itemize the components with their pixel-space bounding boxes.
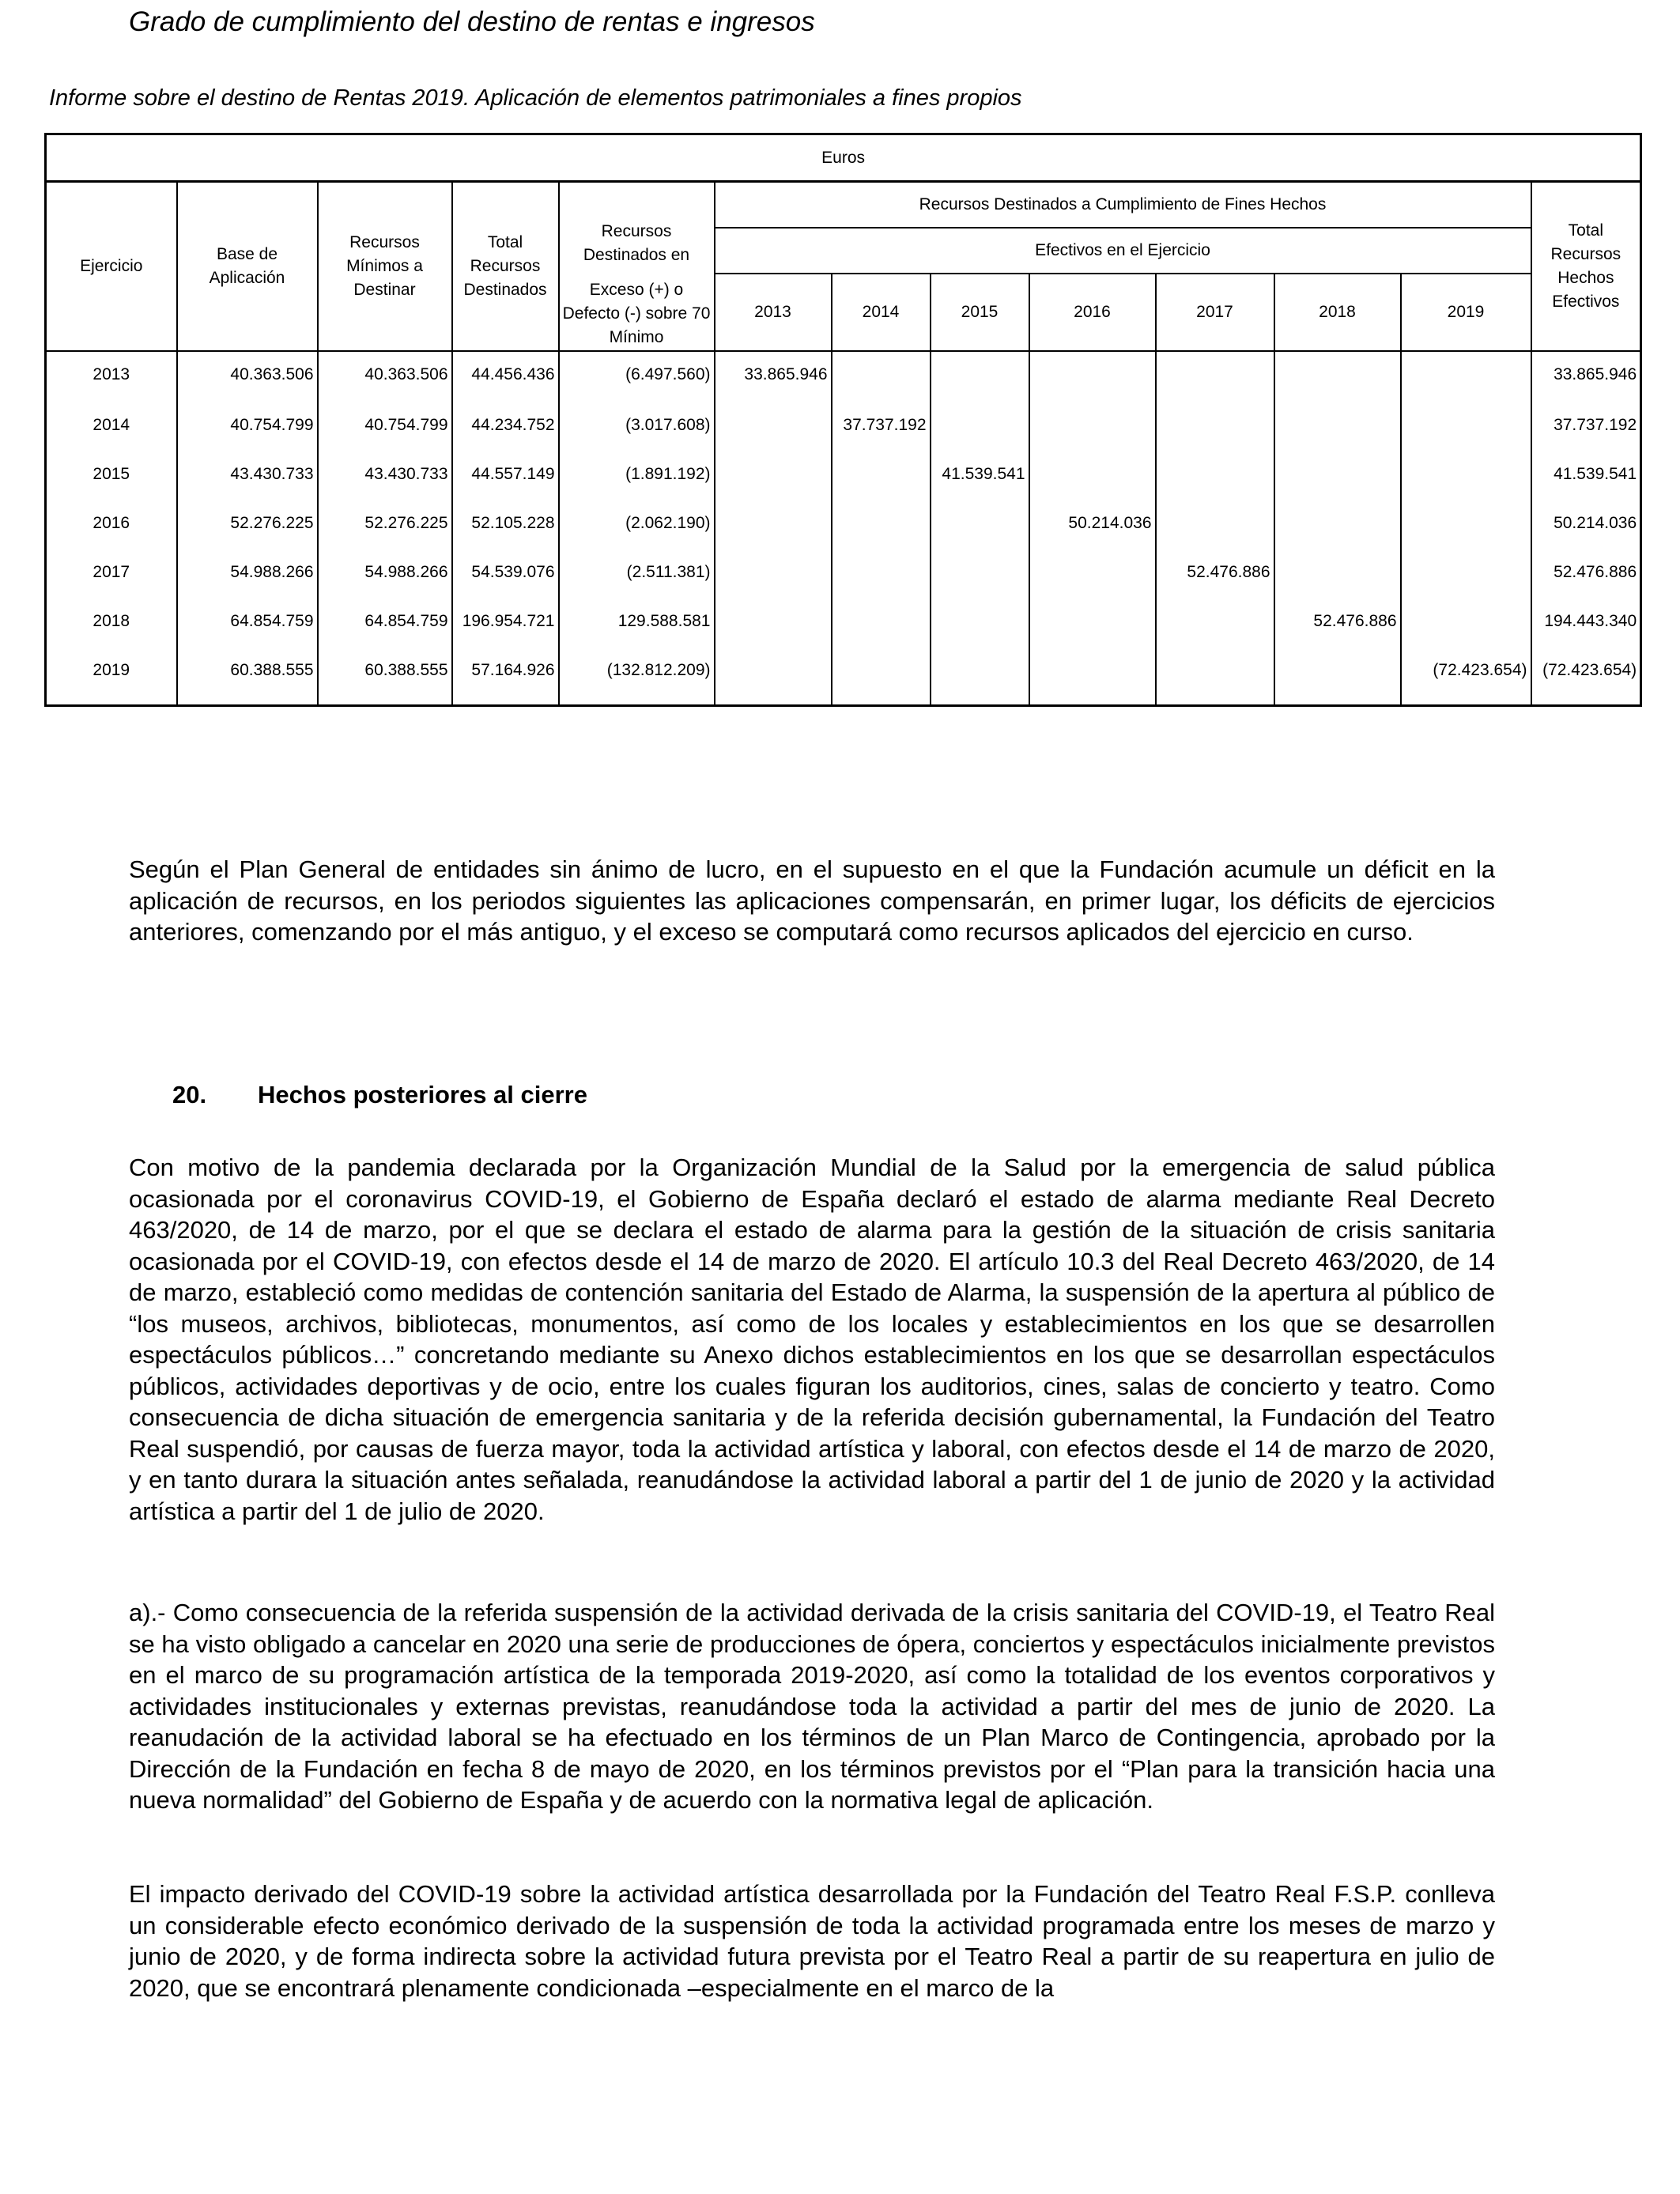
cell-base: 60.388.555 [177,659,318,706]
cell-y2018: 52.476.886 [1274,610,1401,659]
cell-y2014 [832,512,931,561]
cell-y2013 [715,561,832,610]
cell-total: 52.105.228 [452,512,559,561]
cell-base: 40.363.506 [177,351,318,413]
cell-y2016 [1029,463,1156,512]
cell-exceso: (132.812.209) [559,659,715,706]
col-year-2019: 2019 [1401,274,1531,351]
cell-y2015 [931,413,1029,463]
rentas-table [44,133,1642,707]
cell-y2016 [1029,610,1156,659]
section-title-text: Hechos posteriores al cierre [258,1081,587,1108]
cell-exceso: (2.511.381) [559,561,715,610]
paragraph-a [129,1597,1495,1816]
cell-y2016 [1029,413,1156,463]
cell-y2018 [1274,413,1401,463]
col-total-efectivos: Total Recursos Hechos Efectivos [1531,182,1641,351]
cell-minimos: 43.430.733 [318,463,452,512]
cell-y2013 [715,413,832,463]
cell-y2018 [1274,351,1401,413]
cell-base: 43.430.733 [177,463,318,512]
cell-y2018 [1274,463,1401,512]
cell-y2014 [832,659,931,706]
currency-header: Euros [46,134,1641,182]
col-recursos-destinados-en: Recursos Destinados en [559,182,715,274]
table-row [46,659,1641,706]
cell-total_efectivos: 194.443.340 [1531,610,1641,659]
col-exceso: Exceso (+) o Defecto (-) sobre 70 Mínimo [559,274,715,351]
cell-y2014 [832,463,931,512]
table-row [46,463,1641,512]
table-row [46,351,1641,413]
paragraph-covid [129,1152,1495,1527]
cell-minimos: 52.276.225 [318,512,452,561]
cell-y2015 [931,351,1029,413]
col-minimos: Recursos Mínimos a Destinar [318,182,452,351]
cell-y2017: 52.476.886 [1156,561,1274,610]
cell-y2014: 37.737.192 [832,413,931,463]
cell-total: 57.164.926 [452,659,559,706]
cell-y2018 [1274,512,1401,561]
col-total-destinados: Total Recursos Destinados [452,182,559,351]
cell-y2016 [1029,561,1156,610]
cell-y2019: (72.423.654) [1401,659,1531,706]
paragraph-covid-text: Con motivo de la pandemia declarada por la Organización Mundial de la Salud por la emergencia de salud pública ocasionada por el coronavirus COVID-19, el Gobierno de España declaró el estado de alarma mediante Real Decreto 463/2020, de 14 de marzo, por el que se declara el estado de alarma para la gestión de la situación de crisis sanitaria ocasionada por el COVID-19, con efectos desde el 14 de marzo de 2020. El artículo 10.3 del Real Decreto 463/2020, de 14 de marzo, estableció como medidas de contención sanitaria del Estado de Alarma, la suspensión de la apertura al público de “los museos, archivos, bibliotecas, monumentos, así como de los locales y establecimientos en los que se desarrollen espectáculos públicos…” concretando mediante su Anexo dichos establecimientos en los que se desarrollan espectáculos públicos, actividades deportivas y de ocio, entre los cuales figuran los auditorios, cines, salas de concierto y teatro. Como consecuencia de dicha situación de emergencia sanitaria y de la referida decisión gubernamental, la Fundación del Teatro Real suspendió, por causas de fuerza mayor, toda la actividad artística y laboral, con efectos desde el 14 de marzo de 2020, y en tanto durara la situación antes señalada, reanudándose la actividad laboral a partir del 1 de junio de 2020 y la actividad artística a partir del 1 de julio de 2020. [129,1154,1495,1525]
col-base: Base de Aplicación [177,182,318,351]
cell-exceso: (1.891.192) [559,463,715,512]
cell-y2018 [1274,561,1401,610]
table-subtitle: Informe sobre el destino de Rentas 2019. Aplicación de elementos patrimoniales a fines propios [49,85,1022,111]
cell-y2015: 41.539.541 [931,463,1029,512]
cell-ejercicio: 2018 [46,610,177,659]
cell-total_efectivos: 52.476.886 [1531,561,1641,610]
cell-y2015 [931,610,1029,659]
paragraph-plan-general [129,854,1495,948]
cell-y2019 [1401,413,1531,463]
table-row [46,512,1641,561]
cell-y2015 [931,512,1029,561]
cell-base: 54.988.266 [177,561,318,610]
section-number: 20. [172,1081,207,1108]
cell-y2013 [715,463,832,512]
col-ejercicio: Ejercicio [46,182,177,351]
cell-y2017 [1156,463,1274,512]
col-year-2013: 2013 [715,274,832,351]
cell-y2015 [931,659,1029,706]
cell-y2019 [1401,512,1531,561]
cell-y2017 [1156,512,1274,561]
cell-total: 196.954.721 [452,610,559,659]
cell-ejercicio: 2017 [46,561,177,610]
table-row [46,561,1641,610]
cell-ejercicio: 2013 [46,351,177,413]
cell-total: 44.557.149 [452,463,559,512]
cell-minimos: 60.388.555 [318,659,452,706]
cell-y2017 [1156,659,1274,706]
paragraph-impact [129,1879,1495,2003]
cell-ejercicio: 2019 [46,659,177,706]
col-year-2018: 2018 [1274,274,1401,351]
paragraph-a-text: a).- Como consecuencia de la referida suspensión de la actividad derivada de la crisis sanitaria del COVID-19, el Teatro Real se ha visto obligado a cancelar en 2020 una serie de producciones de ópera, conciertos y espectáculos inicialmente previstos en el marco de su programación artística de la temporada 2019-2020, así como la totalidad de los eventos corporativos y actividades institucionales y externas previstas, reanudándose toda la actividad a partir del mes de junio de 2020. La reanudación de la actividad laboral se ha efectuado en los términos de un Plan Marco de Contingencia, aprobado por la Dirección de la Fundación en fecha 8 de mayo de 2020, en los términos previstos por el “Plan para la transición hacia una nueva normalidad” del Gobierno de España y de acuerdo con la normativa legal de aplicación. [129,1599,1495,1814]
cell-y2017 [1156,351,1274,413]
cell-total: 44.456.436 [452,351,559,413]
cell-y2013 [715,512,832,561]
cell-y2016 [1029,351,1156,413]
page-heading: Grado de cumplimiento del destino de rentas e ingresos [129,6,815,37]
cell-total_efectivos: 50.214.036 [1531,512,1641,561]
col-year-2017: 2017 [1156,274,1274,351]
paragraph-impact-text: El impacto derivado del COVID-19 sobre la actividad artística desarrollada por la Fundación del Teatro Real F.S.P. conlleva un considerable efecto económico derivado de la suspensión de toda la actividad programada entre los meses de marzo y junio de 2020, y de forma indirecta sobre la actividad futura prevista por el Teatro Real a partir de su reapertura en julio de 2020, que se encontrará plenamente condicionada –especialmente en el marco de la [129,1880,1495,2002]
col-year-2014: 2014 [832,274,931,351]
cell-y2019 [1401,351,1531,413]
cell-y2019 [1401,610,1531,659]
cell-ejercicio: 2016 [46,512,177,561]
col-year-2016: 2016 [1029,274,1156,351]
cell-minimos: 40.754.799 [318,413,452,463]
cell-base: 64.854.759 [177,610,318,659]
cell-y2016 [1029,659,1156,706]
cell-exceso: (2.062.190) [559,512,715,561]
cell-y2013 [715,610,832,659]
cell-minimos: 64.854.759 [318,610,452,659]
cell-y2019 [1401,561,1531,610]
cell-ejercicio: 2014 [46,413,177,463]
cell-base: 40.754.799 [177,413,318,463]
cell-y2014 [832,351,931,413]
cell-minimos: 54.988.266 [318,561,452,610]
cell-y2014 [832,610,931,659]
col-efectivos: Efectivos en el Ejercicio [715,228,1531,274]
cell-y2015 [931,561,1029,610]
cell-exceso: (3.017.608) [559,413,715,463]
cell-ejercicio: 2015 [46,463,177,512]
cell-y2013 [715,659,832,706]
cell-total: 44.234.752 [452,413,559,463]
cell-y2019 [1401,463,1531,512]
cell-exceso: (6.497.560) [559,351,715,413]
cell-minimos: 40.363.506 [318,351,452,413]
col-year-2015: 2015 [931,274,1029,351]
col-cumplimiento: Recursos Destinados a Cumplimiento de Fines Hechos [715,182,1531,228]
cell-base: 52.276.225 [177,512,318,561]
cell-total_efectivos: (72.423.654) [1531,659,1641,706]
cell-total: 54.539.076 [452,561,559,610]
cell-exceso: 129.588.581 [559,610,715,659]
table-row [46,610,1641,659]
section-title [172,1081,587,1109]
cell-y2018 [1274,659,1401,706]
cell-y2014 [832,561,931,610]
cell-y2013: 33.865.946 [715,351,832,413]
cell-y2017 [1156,413,1274,463]
cell-total_efectivos: 41.539.541 [1531,463,1641,512]
table-row [46,413,1641,463]
cell-y2017 [1156,610,1274,659]
cell-total_efectivos: 33.865.946 [1531,351,1641,413]
paragraph-plan-text: Según el Plan General de entidades sin ánimo de lucro, en el supuesto en el que la Fundación acumule un déficit en la aplicación de recursos, en los periodos siguientes las aplicaciones compensarán, en primer lugar, los déficits de ejercicios anteriores, comenzando por el más antiguo, y el exceso se computará como recursos aplicados del ejercicio en curso. [129,855,1495,946]
cell-y2016: 50.214.036 [1029,512,1156,561]
cell-total_efectivos: 37.737.192 [1531,413,1641,463]
